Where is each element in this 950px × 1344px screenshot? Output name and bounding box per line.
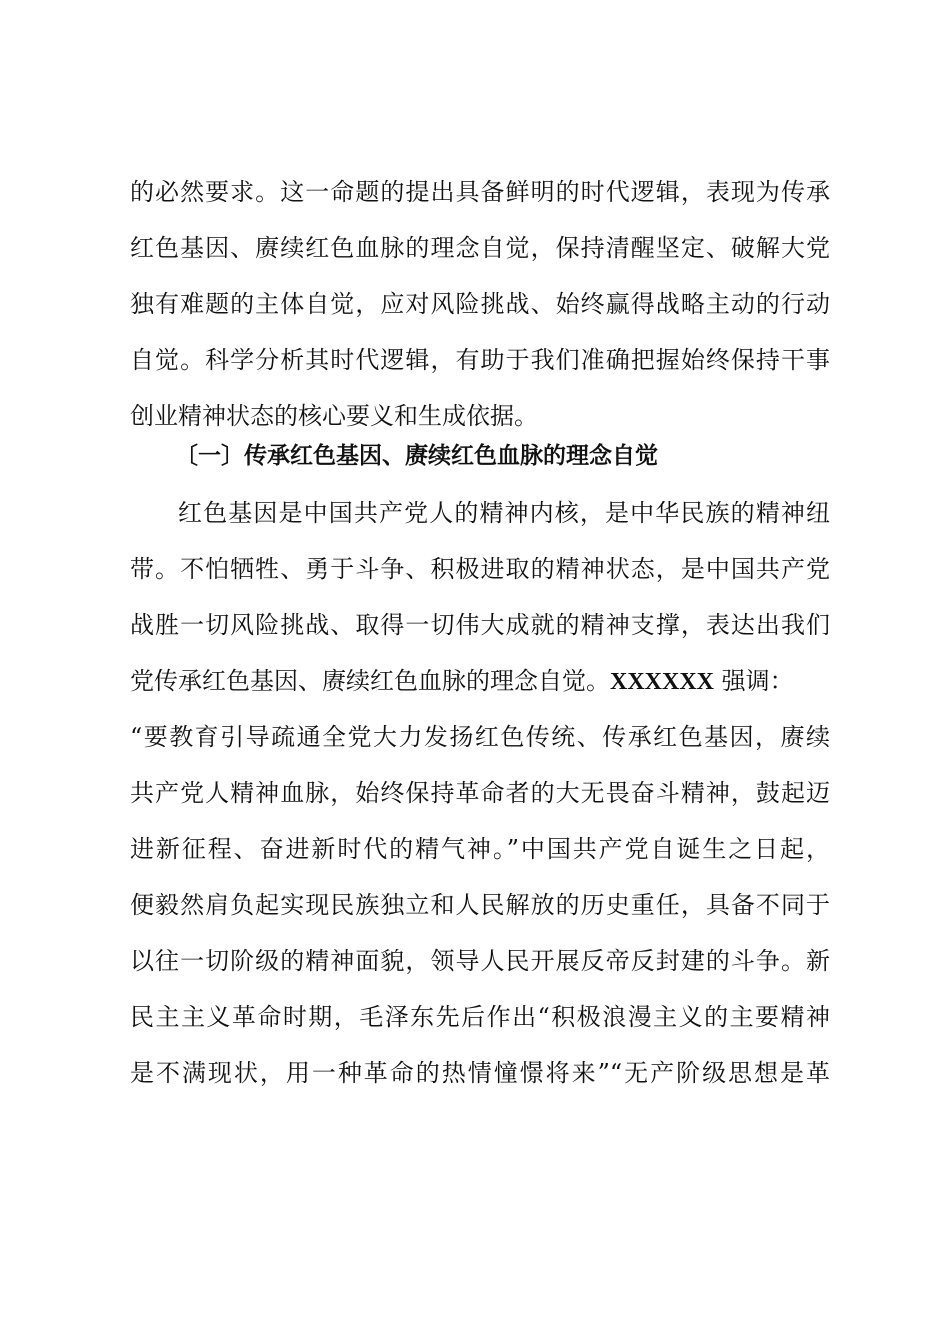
text-line: 带。不怕牺牲、勇于斗争、积极进取的精神状态，是中国共产党	[130, 555, 830, 583]
text-line: 便毅然肩负起实现民族独立和人民解放的历史重任，具备不同于	[130, 891, 830, 919]
text-line: 战胜一切风险挑战、取得一切伟大成就的精神支撑，表达出我们	[130, 611, 830, 639]
person-name: XXXXXX	[610, 669, 714, 695]
text-line: 是不满现状，用一种革命的热情憧憬将来”“无产阶级思想是革	[130, 1059, 830, 1087]
text-line: 以往一切阶级的精神面貌，领导人民开展反帝反封建的斗争。新	[130, 947, 830, 975]
text-line: 共产党人精神血脉，始终保持革命者的大无畏奋斗精神，鼓起迈	[130, 779, 830, 807]
text-line: “要教育引导疏通全党大力发扬红色传统、传承红色基因，赓续	[130, 723, 830, 751]
text-line: 进新征程、奋进新时代的精气神。”中国共产党自诞生之日起，	[130, 835, 830, 863]
text-line: 的必然要求。这一命题的提出具备鲜明的时代逻辑，表现为传承	[130, 178, 830, 206]
text-line: 自觉。科学分析其时代逻辑，有助于我们准确把握始终保持干事	[130, 346, 830, 374]
text-line: 创业精神状态的核心要义和生成依据。	[130, 402, 538, 430]
text-segment: 党传承红色基因、赓续红色血脉的理念自觉。	[130, 667, 610, 695]
text-line	[130, 661, 830, 701]
text-line: 红色基因、赓续红色血脉的理念自觉，保持清醒坚定、破解大党	[130, 234, 830, 262]
text-segment: 强调：	[714, 667, 794, 695]
text-line: 民主主义革命时期，毛泽东先后作出“积极浪漫主义的主要精神	[130, 1003, 830, 1031]
section-heading: 〔一〕传承红色基因、赓续红色血脉的理念自觉	[175, 443, 658, 469]
text-line: 独有难题的主体自觉，应对风险挑战、始终赢得战略主动的行动	[130, 290, 830, 318]
text-line: 红色基因是中国共产党人的精神内核，是中华民族的精神纽	[178, 499, 830, 527]
